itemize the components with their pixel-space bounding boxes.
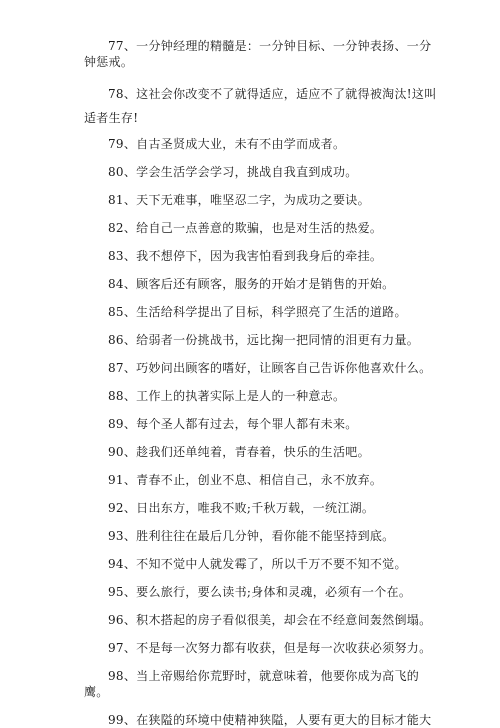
quote-88: 88、工作上的执著实际上是人的一种意志。	[108, 389, 346, 403]
quote-92: 92、日出东方，唯我不败;千秋万载，一统江湖。	[108, 501, 375, 515]
quote-97: 97、不是每一次努力都有收获，但是每一次收获必须努力。	[108, 641, 432, 655]
quote-99: 99、在狭隘的环境中使精神狭隘，人要有更大的目标才能大	[108, 713, 432, 727]
quote-96: 96、积木搭起的房子看似很美，却会在不经意间轰然倒塌。	[108, 613, 432, 627]
quote-78: 78、这社会你改变不了就得适应，适应不了就得被淘汰!这叫适者生存!	[84, 87, 437, 125]
quote-93: 93、胜利往往在最后几分钟，看你能不能坚持到底。	[108, 529, 395, 543]
quote-81: 81、天下无难事，唯坚忍二字，为成功之要诀。	[108, 193, 370, 207]
quote-91: 91、青春不止，创业不息、相信自己，永不放弃。	[108, 473, 383, 487]
quote-86: 86、给弱者一份挑战书，远比掬一把同情的泪更有力量。	[108, 333, 420, 347]
quote-98: 98、当上帝赐给你荒野时，就意味着，他要你成为高飞的鹰。	[84, 669, 420, 699]
quote-84: 84、顾客后还有顾客，服务的开始才是销售的开始。	[108, 277, 395, 291]
quote-83: 83、我不想停下，因为我害怕看到我身后的牵挂。	[108, 249, 383, 263]
quote-90: 90、趁我们还单纯着，青春着，快乐的生活吧。	[108, 445, 370, 459]
quote-77: 77、一分钟经理的精髓是：一分钟目标、一分钟表扬、一分钟惩戒。	[84, 39, 432, 69]
quote-95: 95、要么旅行，要么读书;身体和灵魂，必须有一个在。	[108, 585, 412, 599]
quote-list	[84, 38, 439, 728]
quote-94: 94、不知不觉中人就发霉了，所以千万不要不知不觉。	[108, 557, 407, 571]
quote-80: 80、学会生活学会学习，挑战自我直到成功。	[108, 165, 358, 179]
quote-89: 89、每个圣人都有过去，每个罪人都有未来。	[108, 417, 358, 431]
quote-87: 87、巧妙问出顾客的嗜好，让顾客自己告诉你他喜欢什么。	[108, 361, 432, 375]
quote-85: 85、生活给科学提出了目标，科学照亮了生活的道路。	[108, 305, 407, 319]
quote-79: 79、自古圣贤成大业，未有不由学而成者。	[108, 137, 346, 151]
quote-82: 82、给自己一点善意的欺骗，也是对生活的热爱。	[108, 221, 383, 235]
